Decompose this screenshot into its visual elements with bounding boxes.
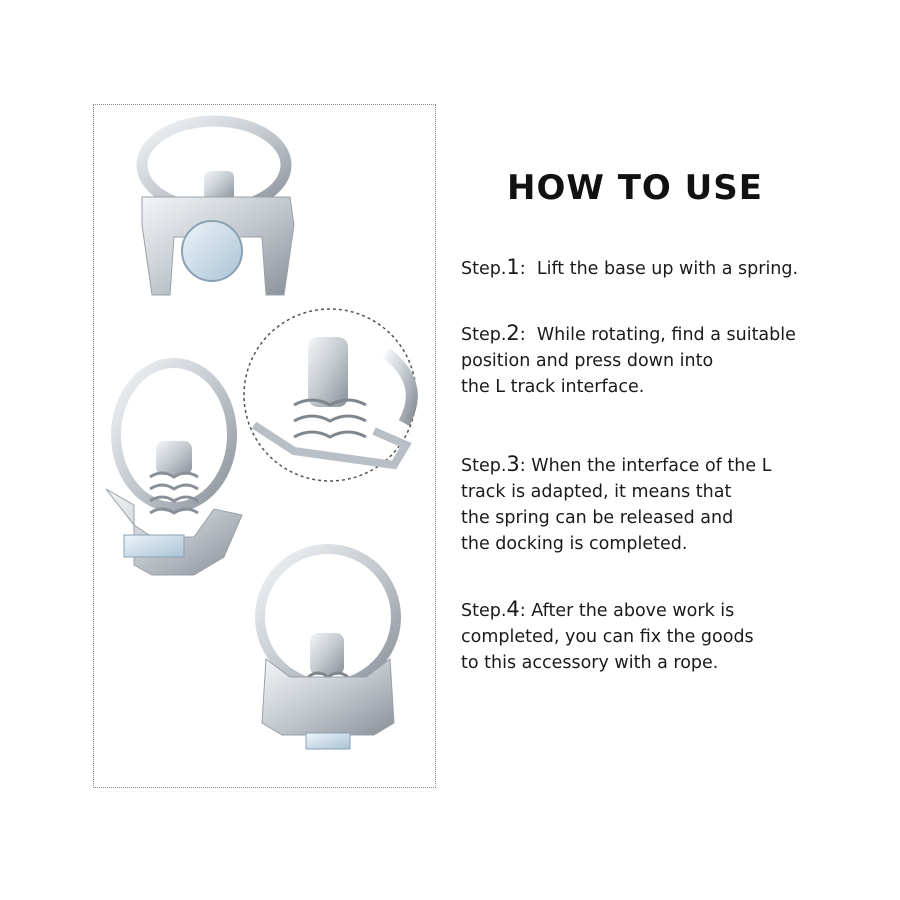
step-number: 1 bbox=[506, 255, 520, 279]
step-separator: : bbox=[519, 325, 537, 345]
product-illustration bbox=[94, 105, 437, 789]
step-2-line-2: position and press down into bbox=[461, 351, 714, 371]
step-3-line-1 bbox=[461, 451, 841, 479]
step-4-line-2: completed, you can fix the goods bbox=[461, 627, 754, 647]
step-4-line-3: to this accessory with a rope. bbox=[461, 653, 719, 673]
step-2-line-3: the L track interface. bbox=[461, 377, 645, 397]
step-3-line-3: the spring can be released and bbox=[461, 508, 734, 528]
step-label: Step. bbox=[461, 456, 507, 476]
step-separator: : bbox=[519, 456, 532, 476]
fitting-top-view bbox=[142, 121, 294, 295]
step-3-line-4: the docking is completed. bbox=[461, 534, 688, 554]
step-number: 3 bbox=[506, 452, 520, 476]
page-title: HOW TO USE bbox=[507, 168, 763, 208]
step-text: Lift the base up with a spring. bbox=[536, 259, 799, 279]
step-2 bbox=[461, 320, 841, 400]
step-2-line-1 bbox=[461, 320, 841, 348]
step-number: 2 bbox=[506, 321, 520, 345]
product-photo-panel bbox=[93, 104, 436, 788]
step-1 bbox=[461, 254, 841, 282]
step-4-line-1 bbox=[461, 596, 841, 624]
step-1-line-1 bbox=[461, 254, 841, 282]
step-3 bbox=[461, 451, 841, 557]
step-label: Step. bbox=[461, 259, 507, 279]
fitting-side-view bbox=[106, 363, 242, 575]
step-text: While rotating, find a suitable bbox=[536, 325, 796, 345]
step-text: After the above work is bbox=[531, 601, 735, 621]
step-separator: : bbox=[519, 601, 532, 621]
fitting-assembled-view bbox=[260, 549, 396, 749]
step-3-line-2: track is adapted, it means that bbox=[461, 482, 732, 502]
step-text: When the interface of the L bbox=[531, 456, 772, 476]
step-4 bbox=[461, 596, 841, 676]
step-label: Step. bbox=[461, 601, 507, 621]
step-separator: : bbox=[519, 259, 537, 279]
step-label: Step. bbox=[461, 325, 507, 345]
spring-detail-zoom bbox=[244, 309, 416, 481]
step-number: 4 bbox=[506, 597, 520, 621]
